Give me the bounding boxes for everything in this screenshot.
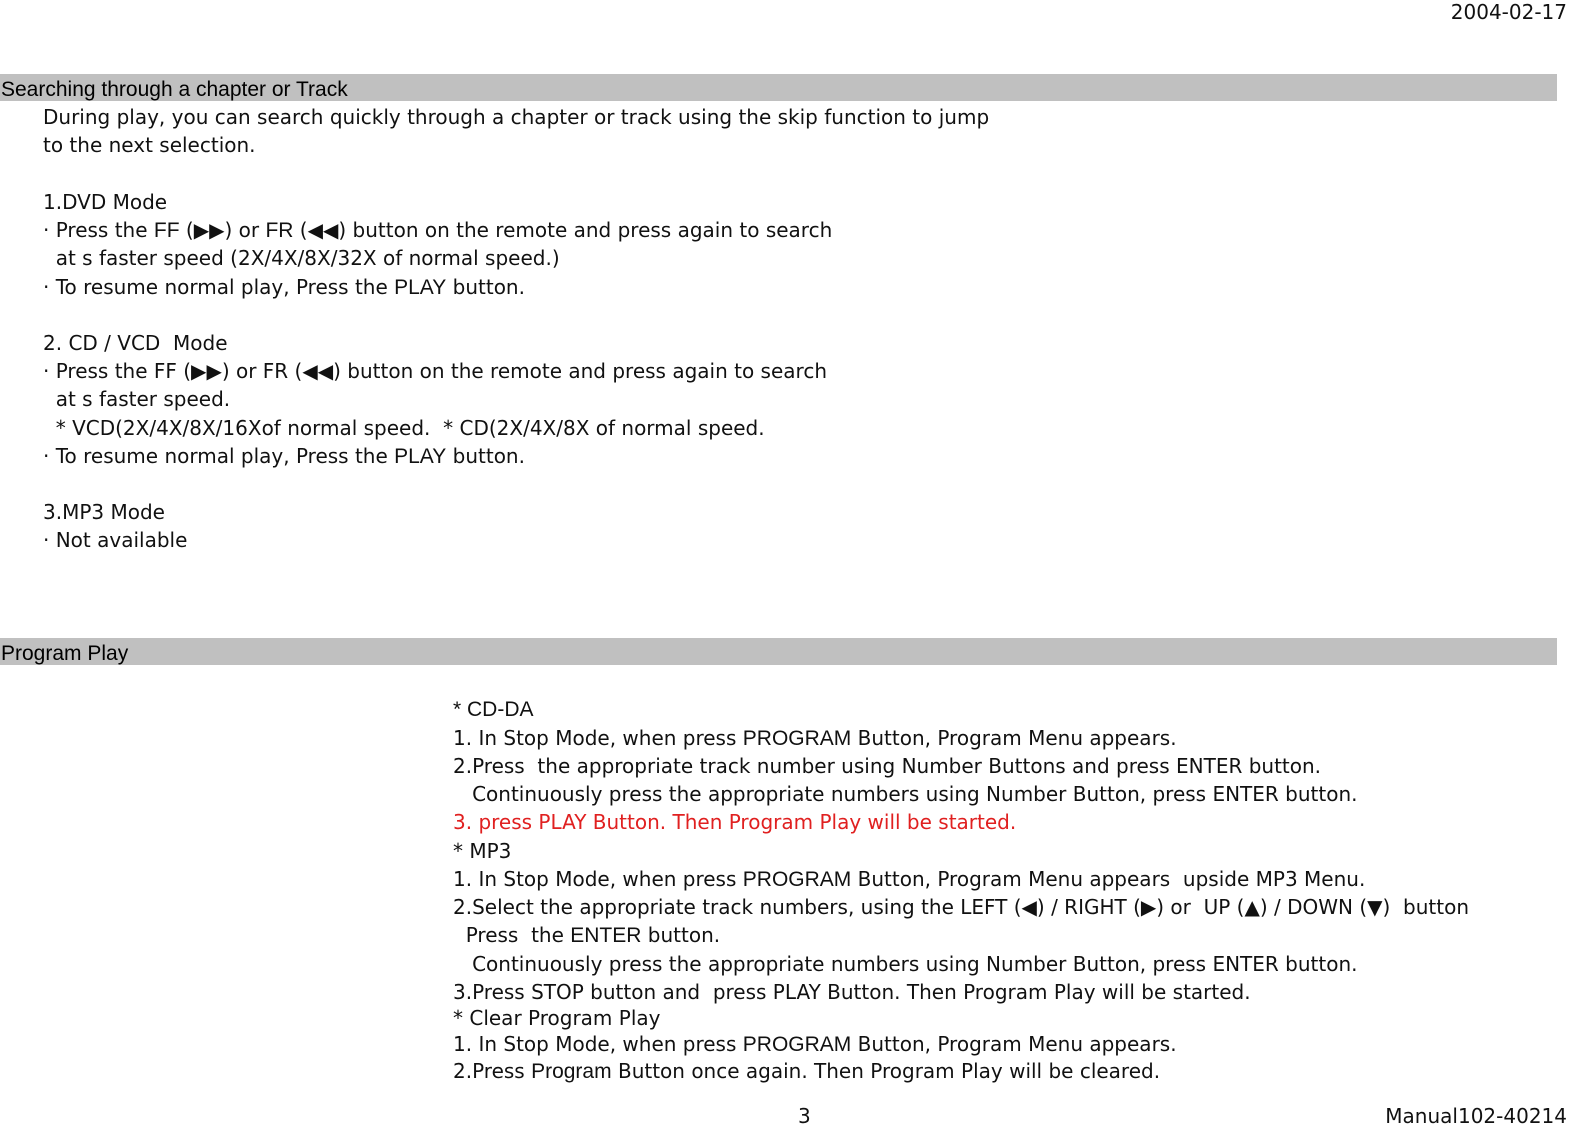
mp3-line-3-text: Press the xyxy=(453,923,571,947)
mp3-program-line-2: 2.Select the appropriate track numbers, using the LEFT (◀) / RIGHT (▶) or UP (▲) / DOWN (▼) button xyxy=(453,895,1469,919)
dvd-mode-heading: 1.DVD Mode xyxy=(43,190,168,214)
mp3-mode-heading: 3.MP3 Mode xyxy=(43,500,165,524)
mp3-program-line-3 xyxy=(453,923,720,948)
mp3-program-line-4: Continuously press the appropriate numbers using Number Button, press ENTER button. xyxy=(453,952,1358,976)
cd-line-4-end: button. xyxy=(446,444,525,468)
mp3-mode-line-1: · Not available xyxy=(43,528,188,552)
program-label: PROGRAM xyxy=(742,1033,852,1056)
cd-mode-line-4 xyxy=(43,444,525,469)
clear-line-1-end: Button, Program Menu appears. xyxy=(851,1032,1177,1056)
enter-label: ENTER xyxy=(570,924,642,947)
mp3-program-heading: * MP3 xyxy=(453,839,512,863)
cdda-line-4: 3. press PLAY Button. Then Program Play will be started. xyxy=(453,810,1017,834)
mp3-line-3-end: button. xyxy=(641,923,721,947)
cd-mode-line-3: * VCD(2X/4X/8X/16Xof normal speed. * CD(2X/4X/8X of normal speed. xyxy=(43,416,765,440)
page-number: 3 xyxy=(798,1104,811,1128)
cdda-line-1-end: Button, Program Menu appears. xyxy=(851,726,1177,750)
section-title-bar-program xyxy=(0,638,1557,665)
program-label: Program xyxy=(531,1060,612,1083)
program-label: PROGRAM xyxy=(742,868,852,891)
dvd-line-1-mid: (▶▶) or xyxy=(179,218,266,242)
dvd-line-1-text: · Press the xyxy=(43,218,154,242)
play-label: PLAY xyxy=(394,445,447,468)
dvd-mode-line-3 xyxy=(43,275,525,300)
section-title-program: Program Play xyxy=(1,642,129,665)
cdda-line-2: 2.Press the appropriate track number using Number Buttons and press ENTER button. xyxy=(453,754,1322,778)
mp3-program-line-1 xyxy=(453,867,1365,892)
mp3-line-1-end: Button, Program Menu appears upside MP3 Menu. xyxy=(851,867,1366,891)
dvd-mode-line-1 xyxy=(43,218,832,243)
clear-program-line-2 xyxy=(453,1059,1160,1084)
search-intro-line-2: to the next selection. xyxy=(43,133,256,157)
dvd-line-3-text: · To resume normal play, Press the xyxy=(43,275,395,299)
cd-mode-line-1: · Press the FF (▶▶) or FR (◀◀) button on the remote and press again to search xyxy=(43,359,827,383)
mp3-line-1-text: 1. In Stop Mode, when press xyxy=(453,867,743,891)
fr-label: FR xyxy=(265,219,294,242)
clear-program-line-1 xyxy=(453,1032,1177,1057)
ff-label: FF xyxy=(153,219,180,242)
section-title-bar-search xyxy=(0,74,1557,101)
mp3-program-line-5: 3.Press STOP button and press PLAY Button. Then Program Play will be started. xyxy=(453,980,1251,1004)
clear-line-2-end: Button once again. Then Program Play will be cleared. xyxy=(611,1059,1161,1083)
cdda-line-1-text: 1. In Stop Mode, when press xyxy=(453,726,743,750)
program-label: PROGRAM xyxy=(742,727,852,750)
cdda-line-1 xyxy=(453,726,1177,751)
cdda-line-3: Continuously press the appropriate numbers using Number Button, press ENTER button. xyxy=(453,782,1358,806)
document-id: Manual102-40214 xyxy=(1385,1104,1567,1128)
clear-line-2-text: 2.Press xyxy=(453,1059,532,1083)
cd-line-4-text: · To resume normal play, Press the xyxy=(43,444,395,468)
dvd-line-3-end: button. xyxy=(446,275,525,299)
dvd-mode-line-2: at s faster speed (2X/4X/8X/32X of normal speed.) xyxy=(43,246,560,270)
dvd-line-1-end: (◀◀) button on the remote and press again to search xyxy=(293,218,833,242)
clear-line-1-text: 1. In Stop Mode, when press xyxy=(453,1032,743,1056)
header-date: 2004-02-17 xyxy=(1450,0,1567,24)
clear-program-heading: * Clear Program Play xyxy=(453,1006,661,1030)
play-label: PLAY xyxy=(394,276,447,299)
search-intro-line-1: During play, you can search quickly through a chapter or track using the skip function to jump xyxy=(43,105,990,129)
cd-mode-heading: 2. CD / VCD Mode xyxy=(43,331,228,355)
section-title-search: Searching through a chapter or Track xyxy=(1,78,348,101)
cd-mode-line-2: at s faster speed. xyxy=(43,387,231,411)
cdda-heading: * CD-DA xyxy=(453,698,534,721)
